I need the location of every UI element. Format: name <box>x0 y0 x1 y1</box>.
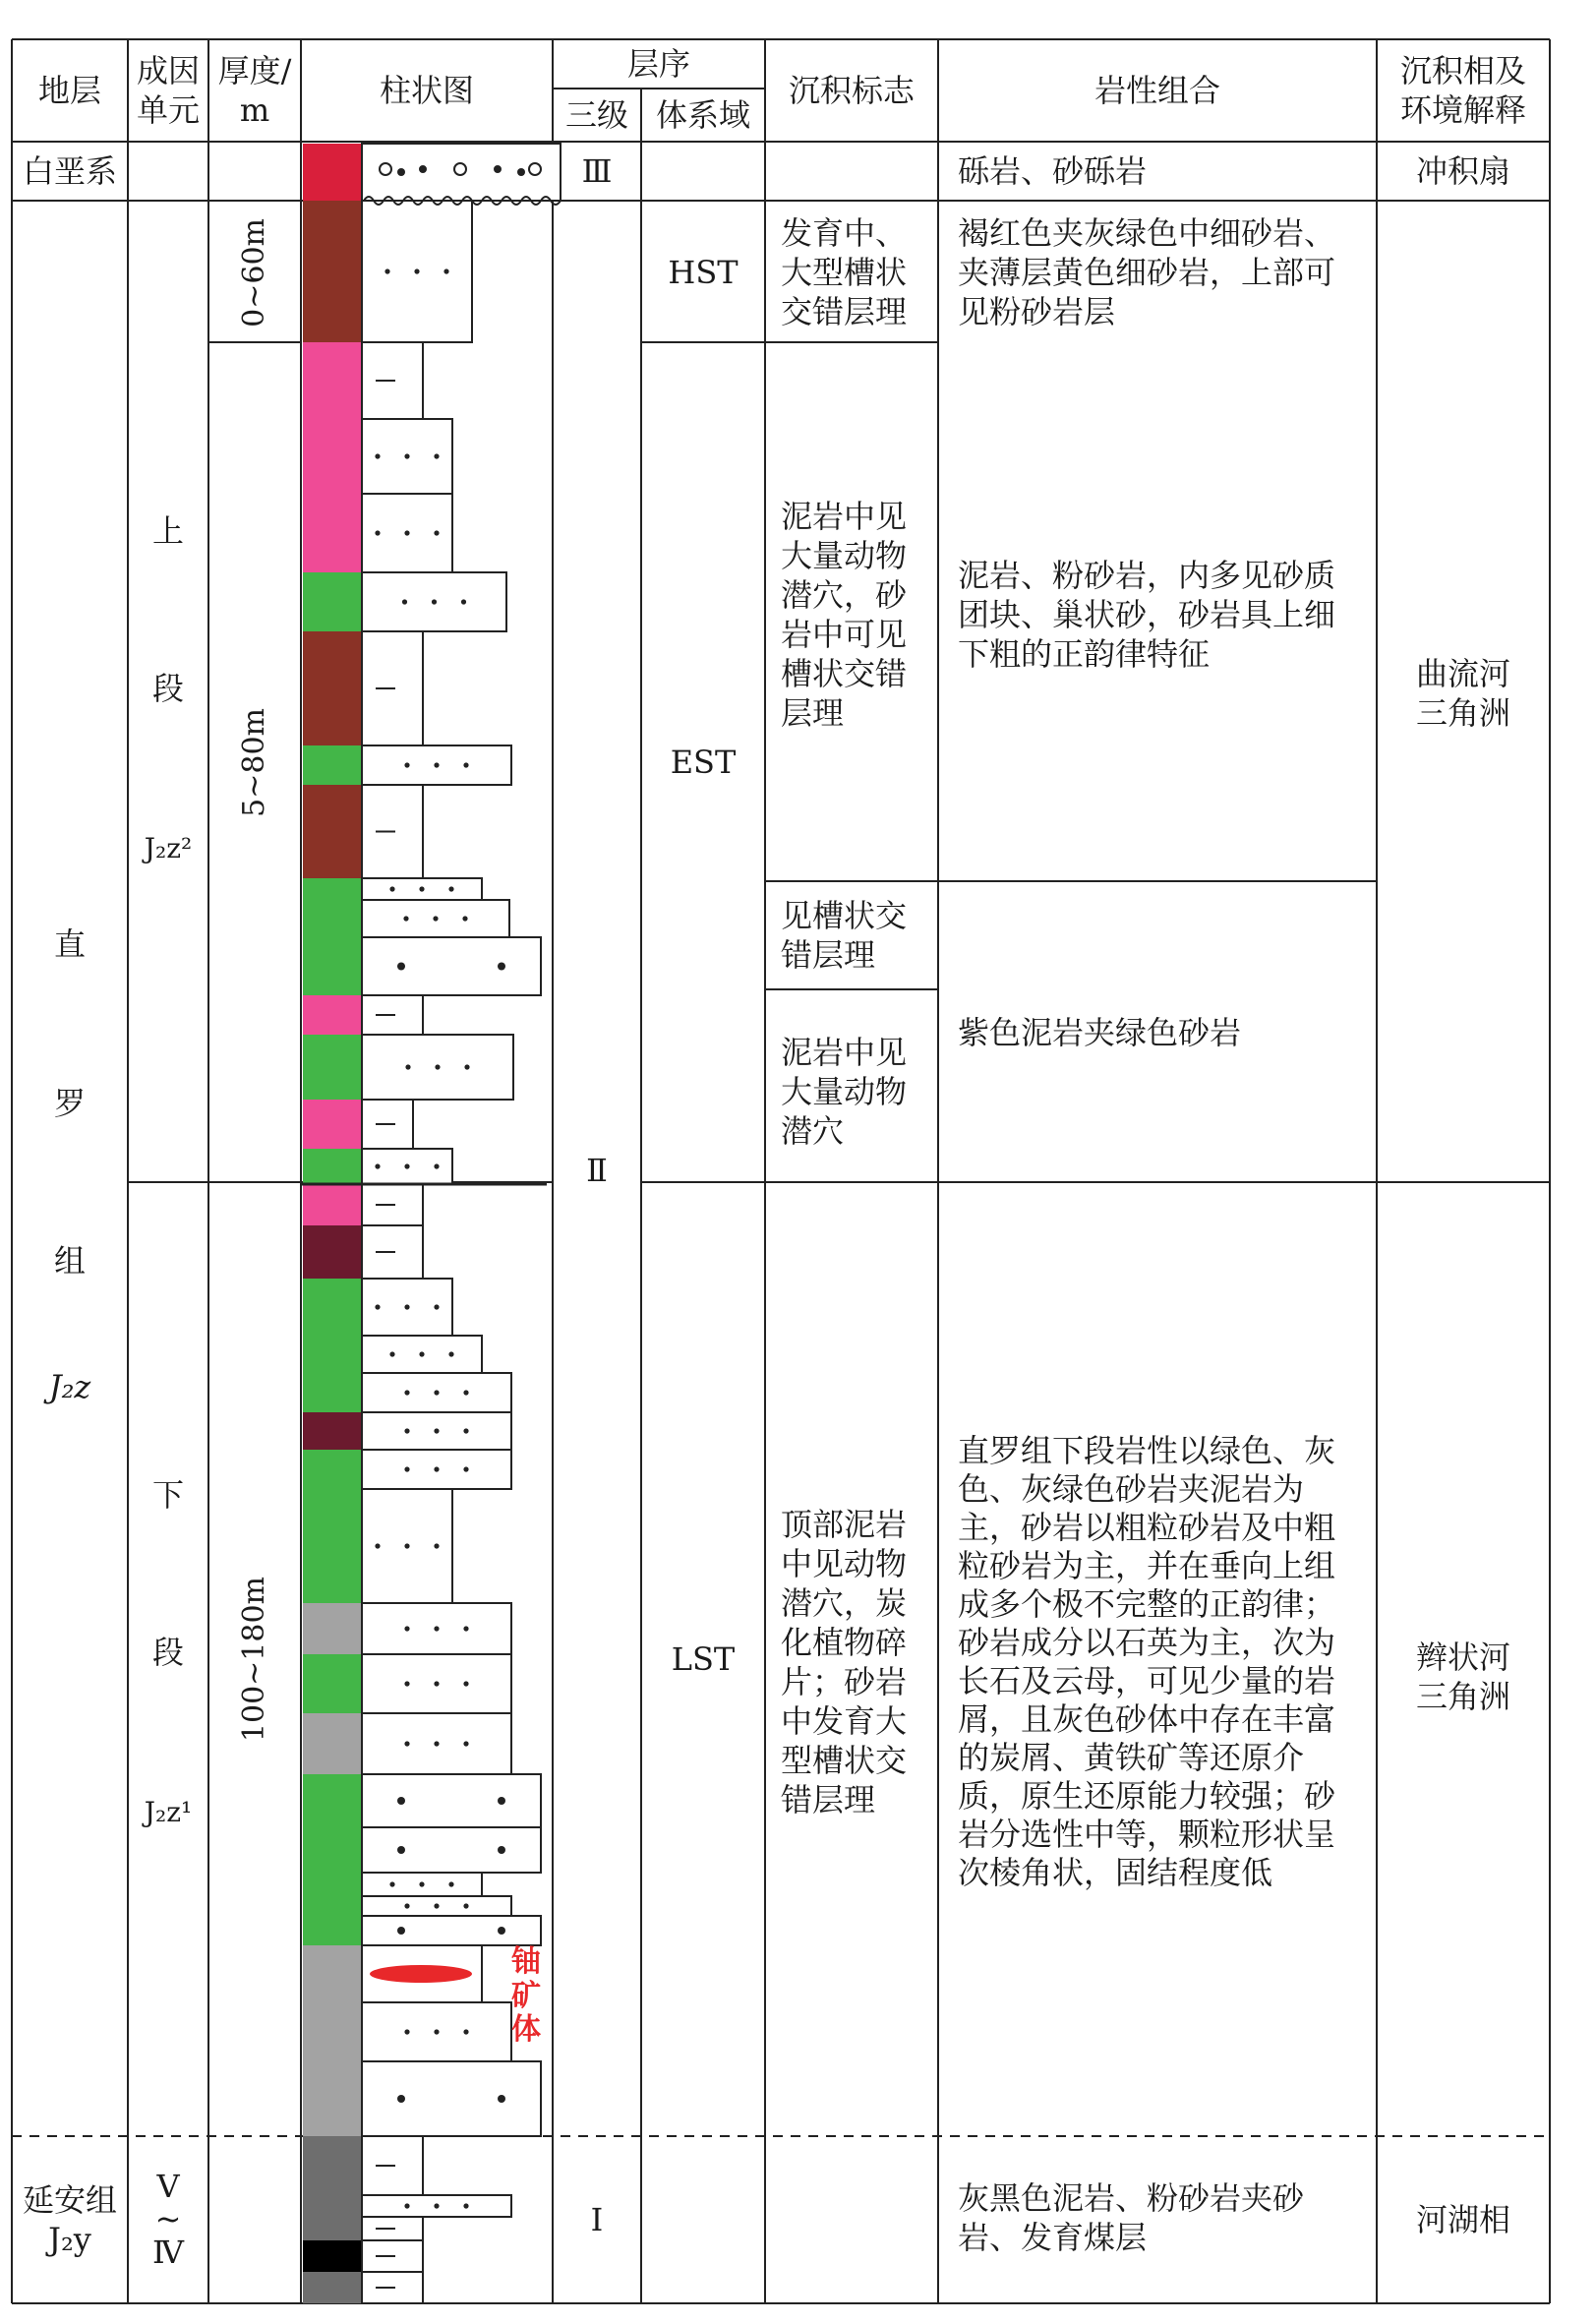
sand-dot-30-0 <box>404 1903 409 1908</box>
coarse-dot-b-11 <box>498 963 505 971</box>
color-band-13 <box>303 1035 362 1100</box>
color-band-27 <box>303 1774 362 1827</box>
coarse-dot-a-11 <box>397 963 405 971</box>
sand-dot-29-2 <box>448 1881 453 1886</box>
sand-dot-13-2 <box>464 1064 469 1069</box>
coarse-dot-a-27 <box>397 1797 405 1805</box>
lst-lithology: 直罗组下段岩性以绿色、灰色、灰绿色砂岩夹泥岩为主，砂岩以粗粒砂岩及中粗粒砂岩为主，并在垂向上组成多个极不完整的正韵律；砂岩成分以石英为主，次为长石及云母，可见少量的岩屑，且灰色砂体中存在丰富的炭屑、黄铁矿等还原介质，原生还原能力较强；砂岩分选性中等，颗粒形状呈次棱角状，固结程度低 <box>958 1431 1336 1892</box>
sand-dot-33-2 <box>463 2029 468 2034</box>
sand-dot-18-0 <box>375 1304 380 1309</box>
sand-dot-21-0 <box>404 1428 409 1433</box>
lower-thickness-text: 100~180m <box>237 1576 272 1743</box>
hst-label: HST <box>668 254 739 291</box>
rock-box-34 <box>362 2061 541 2136</box>
sand-dot-25-1 <box>434 1681 439 1686</box>
sand-dot-24-1 <box>434 1626 439 1631</box>
color-band-18 <box>303 1279 362 1336</box>
sand-dot-33-1 <box>434 2029 439 2034</box>
upper-thickness-top <box>208 203 301 342</box>
color-band-28 <box>303 1827 362 1873</box>
header-systems-tract: 体系域 <box>655 96 750 134</box>
color-band-17 <box>303 1225 362 1279</box>
color-band-2 <box>303 342 362 419</box>
sand-dot-20-1 <box>434 1390 439 1395</box>
lower-unit-char-1: 下 <box>151 1476 184 1514</box>
header-lithology: 岩性组合 <box>1094 72 1220 109</box>
color-band-7 <box>303 745 362 785</box>
header-thickness: 厚度/ m <box>217 52 292 129</box>
hst-marker: 发育中、大型槽状交错层理 <box>781 214 908 330</box>
cretaceous-lithology: 砾岩、砂砾岩 <box>958 152 1148 190</box>
color-band-34 <box>303 2061 362 2136</box>
upper-unit-char-2: 段 <box>151 670 184 707</box>
conglomerate-mark-3 <box>495 166 501 172</box>
sand-dot-20-0 <box>404 1390 409 1395</box>
sand-dot-15-1 <box>404 1163 409 1168</box>
coarse-dot-a-34 <box>397 2095 405 2103</box>
lower-facies: 辫状河 三角洲 <box>1415 1639 1510 1715</box>
sand-dot-1-2 <box>443 268 448 273</box>
coarse-dot-a-28 <box>397 1846 405 1854</box>
sand-dot-21-2 <box>463 1428 468 1433</box>
ore-body-label <box>509 1945 549 2048</box>
sand-dot-3-1 <box>404 453 409 458</box>
sand-dot-24-2 <box>463 1626 468 1631</box>
cretaceous-sequence: Ⅲ <box>581 152 613 190</box>
cretaceous-stratum: 白垩系 <box>22 152 117 190</box>
color-band-1 <box>303 201 362 342</box>
zhiluo-char-3: 组 <box>53 1242 86 1280</box>
color-band-6 <box>303 631 362 745</box>
sand-dot-5-2 <box>461 599 466 604</box>
coarse-dot-b-27 <box>498 1797 505 1805</box>
header-third-order: 三级 <box>564 96 628 134</box>
yanan-unit: Ⅴ ~ Ⅳ <box>152 2167 184 2271</box>
sand-dot-23-1 <box>404 1543 409 1548</box>
sand-dot-19-2 <box>448 1351 453 1356</box>
rock-box-11 <box>362 937 541 995</box>
color-band-4 <box>303 494 362 572</box>
sand-dot-25-2 <box>463 1681 468 1686</box>
sand-dot-9-0 <box>389 886 394 891</box>
header-sequence: 层序 <box>626 45 690 83</box>
color-band-0 <box>303 144 362 201</box>
sand-dot-3-2 <box>434 453 439 458</box>
lst-marker: 顶部泥岩中见动物潜穴，炭化植物碎片；砂岩中发育大型槽状交错层理 <box>781 1506 908 1818</box>
sand-dot-18-1 <box>404 1304 409 1309</box>
est-marker-3: 泥岩中见大量动物潜穴 <box>781 1034 908 1150</box>
color-band-19 <box>303 1336 362 1373</box>
coarse-dot-a-31 <box>397 1927 405 1935</box>
sand-dot-20-2 <box>463 1390 468 1395</box>
upper-facies: 曲流河 三角洲 <box>1415 655 1510 732</box>
color-band-11 <box>303 937 362 995</box>
sand-dot-25-0 <box>404 1681 409 1686</box>
sand-dot-22-0 <box>404 1466 409 1471</box>
color-band-12 <box>303 995 362 1035</box>
zhiluo-char-2: 罗 <box>53 1085 86 1122</box>
coarse-dot-b-0 <box>517 168 525 176</box>
color-band-21 <box>303 1412 362 1450</box>
lower-unit-char-2: 段 <box>151 1634 184 1671</box>
sand-dot-29-1 <box>419 1881 424 1886</box>
color-band-10 <box>303 900 362 937</box>
sand-dot-19-0 <box>389 1351 394 1356</box>
color-band-30 <box>303 1896 362 1916</box>
sand-dot-15-2 <box>434 1163 439 1168</box>
uranium-ore-ellipse <box>370 1965 472 1983</box>
header-column: 柱状图 <box>379 72 474 109</box>
color-band-22 <box>303 1450 362 1489</box>
sand-dot-7-0 <box>404 762 409 767</box>
sand-dot-33-0 <box>404 2029 409 2034</box>
sand-dot-7-2 <box>463 762 468 767</box>
rock-box-28 <box>362 1827 541 1873</box>
rock-box-27 <box>362 1774 541 1827</box>
ore-body-label-text: 铀矿体 <box>511 1944 541 2047</box>
color-band-5 <box>303 572 362 631</box>
hst-lithology: 褐红色夹灰绿色中细砂岩、夹薄层黄色细砂岩，上部可见粉砂岩层 <box>958 214 1336 330</box>
header-facies: 沉积相及 环境解释 <box>1399 52 1526 129</box>
color-band-38 <box>303 2240 362 2272</box>
est-lithology-2: 紫色泥岩夹绿色砂岩 <box>958 1014 1242 1051</box>
sand-dot-22-2 <box>463 1466 468 1471</box>
color-band-24 <box>303 1603 362 1654</box>
upper-thickness-top-text: 0~60m <box>237 217 272 328</box>
color-band-3 <box>303 419 362 494</box>
header-sed-markers: 沉积标志 <box>788 72 915 109</box>
sand-dot-36-2 <box>463 2203 468 2208</box>
est-label: EST <box>670 744 737 781</box>
header-genetic-unit: 成因 单元 <box>136 52 200 129</box>
lst-label: LST <box>671 1640 736 1678</box>
sand-dot-23-0 <box>375 1543 380 1548</box>
sand-dot-36-1 <box>434 2203 439 2208</box>
color-band-20 <box>303 1373 362 1412</box>
color-band-39 <box>303 2272 362 2303</box>
sand-dot-5-1 <box>432 599 437 604</box>
sand-dot-9-1 <box>419 886 424 891</box>
sand-dot-3-0 <box>375 453 380 458</box>
color-band-29 <box>303 1873 362 1896</box>
sand-dot-4-2 <box>434 530 439 535</box>
sand-dot-18-2 <box>434 1304 439 1309</box>
sand-dot-1-1 <box>414 268 419 273</box>
cretaceous-facies: 冲积扇 <box>1415 152 1510 190</box>
sand-dot-36-0 <box>404 2203 409 2208</box>
sand-dot-29-0 <box>389 1881 394 1886</box>
yanan-stratum: 延安组 J₂y <box>22 2181 117 2258</box>
color-band-8 <box>303 785 362 878</box>
color-band-37 <box>303 2217 362 2240</box>
color-band-15 <box>303 1149 362 1184</box>
est-lithology-1: 泥岩、粉砂岩，内多见砂质团块、巢状砂，砂岩具上细下粗的正韵律特征 <box>958 557 1336 673</box>
sand-dot-23-2 <box>434 1543 439 1548</box>
lower-unit-code: J₂z¹ <box>144 1795 193 1828</box>
color-band-23 <box>303 1489 362 1603</box>
sand-dot-22-1 <box>434 1466 439 1471</box>
color-band-31 <box>303 1916 362 1945</box>
color-band-26 <box>303 1713 362 1774</box>
upper-unit-code: J₂z² <box>144 831 193 864</box>
est-marker-2: 见槽状交错层理 <box>781 897 908 974</box>
sand-dot-4-1 <box>404 530 409 535</box>
coarse-dot-b-34 <box>498 2095 505 2103</box>
sand-dot-1-0 <box>384 268 389 273</box>
upper-thickness-main-text: 5~80m <box>237 707 272 817</box>
header-stratum: 地层 <box>37 72 101 109</box>
coarse-dot-b-31 <box>498 1927 505 1935</box>
sand-dot-7-1 <box>434 762 439 767</box>
sand-dot-30-2 <box>463 1903 468 1908</box>
yanan-sequence: Ⅰ <box>590 2201 604 2238</box>
zhiluo-char-1: 直 <box>53 925 86 963</box>
yanan-lithology: 灰黑色泥岩、粉砂岩夹砂岩、发育煤层 <box>958 2179 1305 2256</box>
sand-dot-19-1 <box>419 1351 424 1356</box>
sand-dot-26-1 <box>434 1741 439 1746</box>
sand-dot-10-1 <box>433 916 438 921</box>
coarse-dot-b-28 <box>498 1846 505 1854</box>
sand-dot-9-2 <box>448 886 453 891</box>
zhiluo-code: J₂z <box>48 1368 91 1405</box>
sand-dot-5-0 <box>402 599 407 604</box>
sand-dot-15-0 <box>375 1163 380 1168</box>
sand-dot-24-0 <box>404 1626 409 1631</box>
color-band-9 <box>303 878 362 900</box>
coarse-dot-a-0 <box>397 168 405 176</box>
color-band-36 <box>303 2195 362 2217</box>
est-marker-1: 泥岩中见大量动物潜穴，砂岩中可见槽状交错层理 <box>781 498 908 732</box>
sequence-2: Ⅱ <box>586 1152 608 1189</box>
color-band-14 <box>303 1100 362 1149</box>
sand-dot-10-0 <box>403 916 408 921</box>
sand-dot-26-2 <box>463 1741 468 1746</box>
color-band-35 <box>303 2136 362 2195</box>
upper-thickness-main <box>208 342 301 1182</box>
upper-unit-char-1: 上 <box>151 512 184 550</box>
lower-thickness <box>208 1182 301 2136</box>
color-band-25 <box>303 1654 362 1713</box>
sand-dot-21-1 <box>434 1428 439 1433</box>
sand-dot-4-0 <box>375 530 380 535</box>
conglomerate-mark-1 <box>420 166 426 172</box>
color-band-16 <box>303 1184 362 1225</box>
sand-dot-30-1 <box>434 1903 439 1908</box>
yanan-facies: 河湖相 <box>1415 2201 1510 2238</box>
color-band-32 <box>303 1945 362 2002</box>
rock-box-31 <box>362 1916 541 1945</box>
sand-dot-26-0 <box>404 1741 409 1746</box>
sand-dot-13-1 <box>435 1064 440 1069</box>
sand-dot-13-0 <box>405 1064 410 1069</box>
sand-dot-10-2 <box>462 916 467 921</box>
color-band-33 <box>303 2002 362 2061</box>
